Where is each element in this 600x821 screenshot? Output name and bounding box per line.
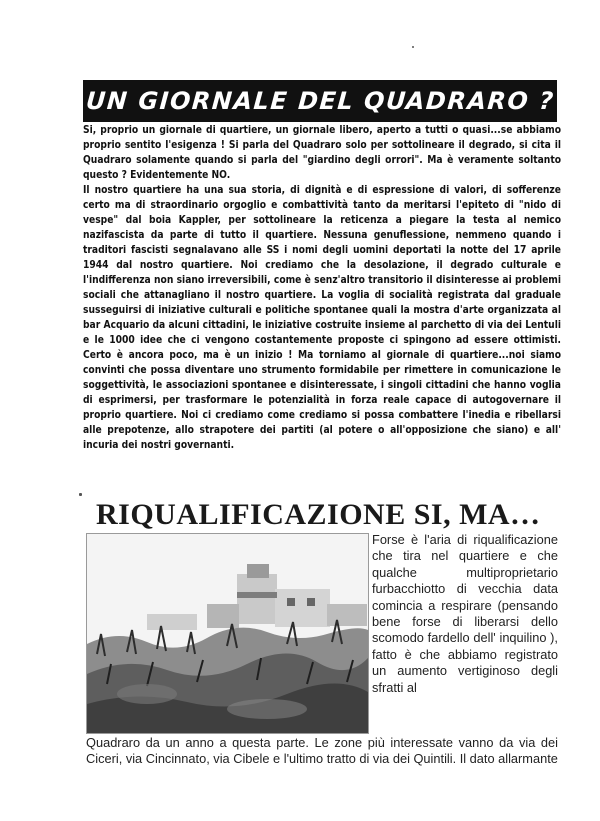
masthead-banner [83,80,557,122]
intro-paragraph: Il nostro quartiere ha una sua storia, di dignità e di espressione di valori, di sofferenze certo ma di straordinario orgoglio e combattività tanto da meritarsi l'epiteto di "nido di vespe" dal boia Kappler, per sottolineare la reticenza a piegare la testa al nemico nazifascista da parte di tutto il quartiere. Nessuna genuflessione, nemmeno quando i traditori fascisti segnalavano alle SS i nomi degli uomini deportati la notte del 17 aprile 1944 dal nostro quartiere. Noi crediamo che la desolazione, il degrado culturale e l'indifferenza non siano irreversibili, come è senz'altro transitorio il disinteresse ai problemi sociali che attanagliano il nostro quartiere. La voglia di socialità registrata dal graduale susseguirsi di iniziative culturali e politiche spontanee quali la mostra d'arte organizzata al bar Acquario da alcuni cittadini, le iniziative costruite insieme al parchetto di via dei Lentuli e le 1000 idee che ci vengono costantemente proposte ci spingono ad essere ottimisti. Certo è ancora poco, ma è un inizio ! Ma torniamo al giornale di quartiere...noi siamo convinti che possa diventare uno strumento formidabile per rimettere in comunicazione le soggettività, le associazioni spontanee e disinteressate, i singoli cittadini che hanno voglia di esprimersi, per trasformare le potenzialità in forza reale capace di autogovernare il proprio quartiere. Noi ci crediamo come crediamo si possa combattere l'inedia e ribellarsi alle prepotenze, allo strapotere dei partiti (al potere o all'opposizione che siano) e all' incuria dei nostri governanti. [83,185,561,451]
intro-paragraph: Si, proprio un giornale di quartiere, un giornale libero, aperto a tutti o quasi...se abbiamo proprio sentito l'esigenza ! Si parla del Quadraro solo per sottolineare il degrado, si cita il Quadraro solamente quando si parla del "giardino degli orrori". Ma è veramente soltanto questo ? Evidentemente NO. [83,125,561,181]
photo-illustration [87,534,368,733]
article-photo [86,533,369,734]
article-column-text: Forse è l'aria di riqualificazione che tira nel quartiere e che qualche multiproprietario furbacchiotto di vecchia data comincia a respirare (pensando bene forse di liberarsi dello scomodo fardello dell' inquilino ), fatto è che abbiamo registrato un aumento vertiginoso degli sfratti al [372,532,558,695]
scan-speck [412,46,414,48]
scan-speck [79,493,82,496]
article-continuation-text: Quadraro da un anno a questa parte. Le zone più interessate vanno da via dei Ciceri, via Cincinnato, via Cibele e l'ultimo tratto di via dei Quintili. Il dato allarmante [86,735,558,767]
article-headline: RIQUALIFICAZIONE SI, MA… [96,498,541,531]
masthead-title: UN GIORNALE DEL QUADRARO ? [84,87,556,115]
intro-text [83,123,561,453]
